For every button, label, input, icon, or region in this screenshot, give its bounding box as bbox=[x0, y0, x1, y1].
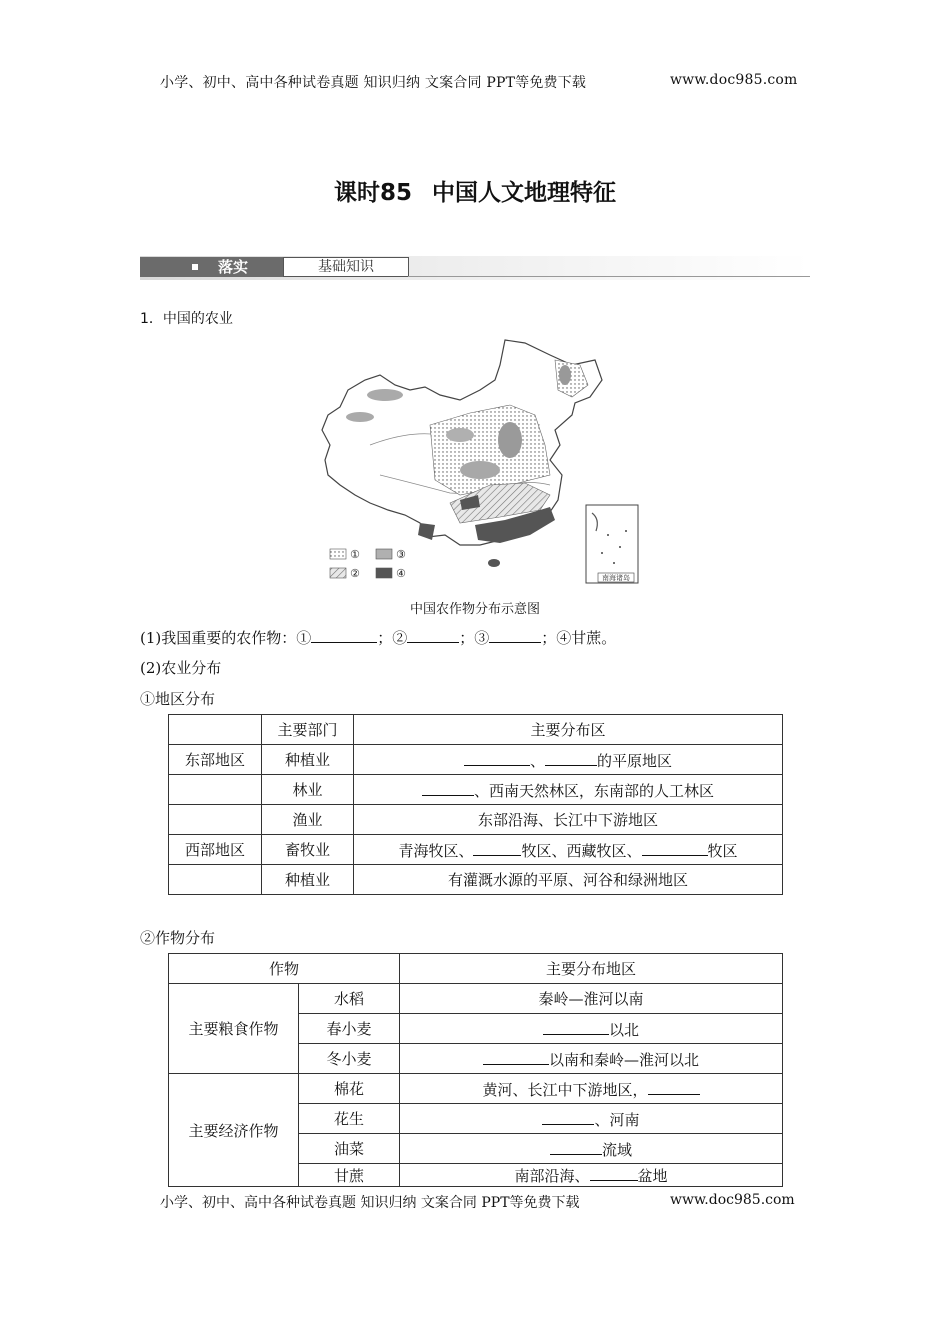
table-header-row: 作物 主要分布地区 bbox=[169, 954, 783, 984]
section-heading: 1．中国的农业 bbox=[140, 311, 233, 327]
table-row: 春小麦 以北 bbox=[169, 1014, 783, 1044]
blank-cell[interactable] bbox=[642, 839, 708, 856]
header-text: 小学、初中、高中各种试卷真题 知识归纳 文案合同 PPT等免费下载 bbox=[160, 75, 587, 91]
banner-underline bbox=[408, 276, 810, 277]
blank-1[interactable] bbox=[311, 626, 377, 643]
table-row: 林业 、西南天然林区，东南部的人工林区 bbox=[169, 775, 783, 805]
table-row: 油菜 流域 bbox=[169, 1134, 783, 1164]
legend-4: ④ bbox=[396, 567, 406, 580]
blank-cell[interactable] bbox=[590, 1164, 638, 1181]
blank-cell[interactable] bbox=[483, 1048, 549, 1065]
blank-3[interactable] bbox=[489, 626, 541, 643]
blank-cell[interactable] bbox=[648, 1078, 700, 1095]
table-row: 西部地区 畜牧业 青海牧区、 牧区、西藏牧区、 牧区 bbox=[169, 835, 783, 865]
header-url[interactable]: www.doc985.com bbox=[670, 72, 798, 88]
map-caption: 中国农作物分布示意图 bbox=[409, 602, 540, 617]
crop-distribution-table bbox=[168, 953, 783, 1187]
section-banner bbox=[140, 256, 810, 280]
question-2-heading: (2)农业分布 bbox=[140, 659, 222, 677]
table-row: 种植业 有灌溉水源的平原、河谷和绿洲地区 bbox=[169, 865, 783, 895]
blank-cell[interactable] bbox=[422, 779, 474, 796]
blank-cell[interactable] bbox=[545, 749, 597, 766]
square-bullet-icon bbox=[192, 264, 198, 270]
blank-cell[interactable] bbox=[473, 839, 521, 856]
table-row: 主要粮食作物 水稻 秦岭—淮河以南 bbox=[169, 984, 783, 1014]
table-row: 东部地区 种植业 、 的平原地区 bbox=[169, 745, 783, 775]
banner-dark bbox=[140, 257, 283, 277]
blank-cell[interactable] bbox=[464, 749, 530, 766]
legend-3: ③ bbox=[396, 548, 406, 561]
table-row: 花生 、河南 bbox=[169, 1104, 783, 1134]
footer-url[interactable]: www.doc985.com bbox=[670, 1192, 795, 1208]
south-china-sea-inset bbox=[586, 505, 638, 583]
table-row: 甘蔗 南部沿海、 盆地 bbox=[169, 1164, 783, 1187]
page-title bbox=[0, 174, 950, 207]
lesson-number: 课时85 bbox=[333, 180, 412, 206]
banner-box-label: 基础知识 bbox=[283, 257, 409, 277]
inset-label: 南海诸岛 bbox=[602, 574, 630, 582]
banner-dark-label: 落实 bbox=[218, 258, 249, 276]
blank-cell[interactable] bbox=[543, 1018, 609, 1035]
blank-2[interactable] bbox=[407, 626, 459, 643]
table-row: 冬小麦 以南和秦岭—淮河以北 bbox=[169, 1044, 783, 1074]
region-distribution-table bbox=[168, 714, 783, 895]
blank-cell[interactable] bbox=[550, 1138, 602, 1155]
table-row: 主要经济作物 棉花 黄河、长江中下游地区， bbox=[169, 1074, 783, 1104]
legend-1: ① bbox=[350, 548, 360, 561]
question-1: (1)我国重要的农作物：① ；② ；③ ；④甘蔗。 bbox=[140, 626, 616, 648]
lesson-title: 中国人文地理特征 bbox=[432, 180, 616, 206]
footer-text: 小学、初中、高中各种试卷真题 知识归纳 文案合同 PPT等免费下载 bbox=[160, 1195, 580, 1211]
blank-cell[interactable] bbox=[542, 1108, 594, 1125]
sub-heading-crop: ②作物分布 bbox=[140, 929, 216, 947]
china-crop-map bbox=[310, 335, 640, 587]
table-row: 渔业 东部沿海、长江中下游地区 bbox=[169, 805, 783, 835]
table-header-row: 主要部门 主要分布区 bbox=[169, 715, 783, 745]
sub-heading-region: ①地区分布 bbox=[140, 690, 216, 708]
legend-2: ② bbox=[350, 567, 360, 580]
